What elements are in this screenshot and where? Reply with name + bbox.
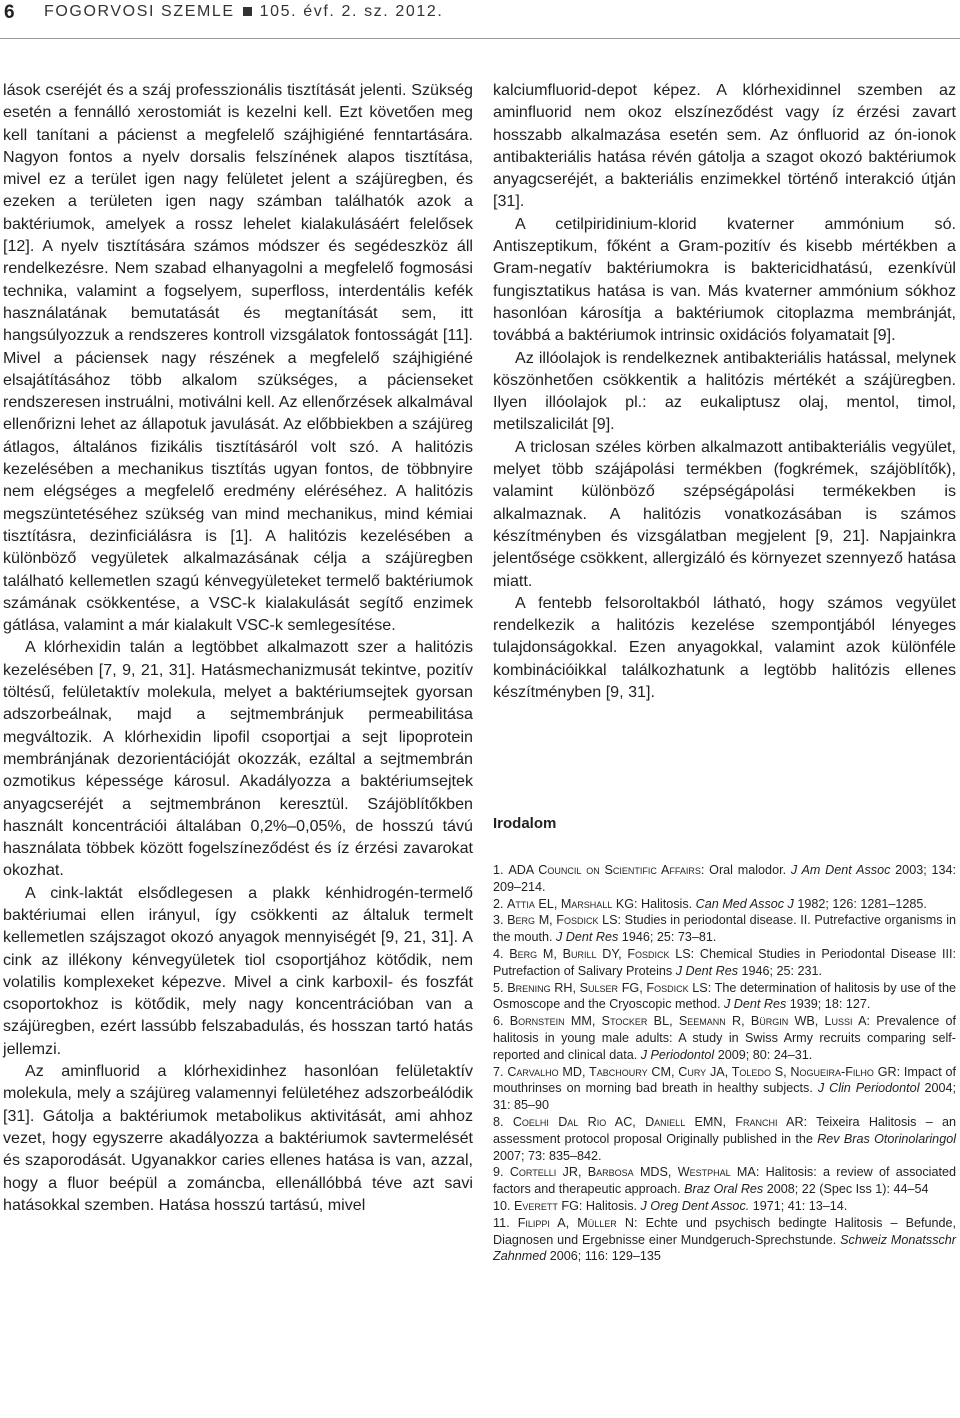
reference-details: 1946; 25: 231. bbox=[738, 963, 823, 978]
reference-journal: Schweiz Monatsschr Zahnmed bbox=[493, 1232, 957, 1264]
reference-authors: Carvalho MD, Tabchoury CM, Cury JA, Toledo S, Nogueira-Filho GR bbox=[507, 1064, 897, 1079]
reference-item bbox=[493, 1164, 956, 1198]
reference-item bbox=[493, 1114, 956, 1164]
reference-authors: Berg M, Burill DY, Fosdick LS bbox=[509, 946, 691, 961]
reference-title: : Studies in periodontal disease. II. Putrefactive organisms in the mouth. bbox=[493, 913, 957, 945]
reference-journal: J Am Dent Assoc bbox=[790, 863, 891, 877]
reference-item bbox=[493, 980, 956, 1014]
reference-item bbox=[493, 1064, 956, 1114]
right-column bbox=[493, 79, 956, 703]
reference-journal: J Clin Periodontol bbox=[817, 1081, 920, 1096]
reference-title: : Halitosis. bbox=[634, 896, 696, 911]
reference-details: 2003; 134: 209–214. bbox=[493, 863, 956, 894]
reference-item bbox=[493, 1198, 956, 1215]
reference-item bbox=[493, 862, 956, 896]
reference-number: 11. bbox=[493, 1215, 510, 1230]
reference-item bbox=[493, 896, 956, 913]
reference-title: : Prevalence of halitosis in young male adults: A study in Swiss Army recruits comparing self-reported and clinical data. bbox=[493, 1014, 956, 1062]
reference-title: : Halitosis. bbox=[578, 1198, 641, 1213]
body-paragraph: A cink-laktát elsődlegesen a plakk kénhidrogén-termelő baktériumai ellen irányul, így csökkenti az általuk termelt kellemetlen szájszagot okozó anyagok mennyiségét [9, 21, 31]. A cink az illékony kénvegyületek tiol csoportjához kötődik, nem volatilis komplexeket képezve. Mivel a cink karboxil- és foszfát csoportokhoz is kötődik, mely nagy koncentrációban van a szájüregben, ezért lassúbb felszabadulás, és hosszan tartó hatás jellemzi. bbox=[3, 883, 473, 1058]
reference-authors: Coelhi Dal Rio AC, Daniell EMN, Franchi AR bbox=[512, 1114, 804, 1129]
reference-number: 5. bbox=[493, 980, 504, 995]
reference-number: 2. bbox=[493, 896, 504, 911]
body-paragraph: A klórhexidin talán a legtöbbet alkalmazott szer a halitózis kezelésében [7, 9, 21, 31]. Hatásmechanizmusát tekintve, pozitív töltésű, felületaktív molekula, melyet a baktériumsejtek gyorsan adszorbeálnak, majd a sejtmembránjuk permeabilitása megváltozik. A klórhexidin lipofil csoportjai a sejt lipoprotein membránjának dezorientációját okozzák, ezáltal a sejtmembrán ozmotikus képessége károsul. Akadályozza a baktériumsejtek anyagcseréjét a sejtmembránon keresztül. Szájöblítőkben használt koncentrációi általában 0,2%–0,05%, de hosszú távú használata többek között fogelszíneződést és íz érzési zavarokat okozhat. bbox=[3, 638, 473, 880]
reference-authors: Filippi A, Müller N bbox=[517, 1215, 634, 1230]
reference-title: : Teixeira Halitosis – an assessment protocol proposal Originally published in the bbox=[493, 1114, 957, 1146]
reference-details: 1946; 25: 73–81. bbox=[618, 930, 717, 945]
reference-details: 2009; 80: 24–31. bbox=[714, 1047, 813, 1062]
reference-title: : The determination of halitosis by use of the Osmoscope and the Cryoscopic method. bbox=[493, 980, 957, 1012]
body-paragraph: A cetilpiridinium-klorid kvaterner ammónium só. Antiszeptikum, főként a Gram-pozitív és kisebb mértékben a Gram-negatív baktériumokra is baktericidhatású, ezenkívül fungisztatikus hatása is van. Más kvaterner ammónium sókhoz hasonlóan károsítja a baktériumok citoplazma membránját, továbbá a baktériumok intrinsic oxidációs folyamatait [9]. bbox=[493, 214, 956, 345]
reference-number: 3. bbox=[493, 913, 504, 928]
reference-journal: Can Med Assoc J bbox=[695, 896, 794, 911]
reference-number: 9. bbox=[493, 1165, 504, 1180]
reference-details: 2006; 116: 129–135 bbox=[546, 1249, 661, 1264]
reference-number: 7. bbox=[493, 1064, 504, 1079]
reference-journal: Rev Bras Otorinolaringol bbox=[817, 1131, 956, 1146]
reference-item bbox=[493, 1013, 956, 1063]
reference-list bbox=[493, 862, 956, 1265]
running-head bbox=[44, 3, 443, 21]
issue-info: 105. évf. 2. sz. 2012. bbox=[259, 3, 444, 20]
reference-number: 8. bbox=[493, 1114, 504, 1129]
reference-authors: ADA Council on Scientific Affairs bbox=[508, 863, 701, 877]
page-number: 6 bbox=[4, 2, 15, 23]
reference-details: 1982; 126: 1281–1285. bbox=[793, 896, 927, 911]
body-paragraph: lások cseréjét és a száj professzionális tisztítását jelenti. Szükség esetén a fennálló xerostomiát is kezelni kell. Ezt követően meg kell tanítani a pácienst a megfelelő szájhigiéné fenntartására. Nagyon fontos a nyelv dorsalis felszínének alapos tisztítása, mivel ez a terület igen nagy felületet jelent a szájüregben, és ezeken a területen igen nagy számban találhatók azok a baktériumok, amelyek a rossz lehelet kialakulásáért felelősek [12]. A nyelv tisztítására számos módszer és segédeszköz áll rendelkezésre. Nem szabad elhanyagolni a megfelelő fogmosási technika, valamint a fogselyem, superfloss, interdentális kefék használatának bemutatását és megtanítását sem, itt hangsúlyozzuk a rendszeres kontroll vizsgálatok fontosságát [11]. Mivel a páciensek nagy részének a megfelelő szájhigiéné elsajátításához több alkalom szükséges, a pácienseket rendszeresen instruálni, motiválni kell. Az ellenőrzések alkalmával ellenőrizni lehet az állapotuk javulását. Az előbbiekben a szájüreg átlagos, általános fizikális tisztításáról volt szó. A halitózis kezelésében a mechanikus tisztítás ugyan fontos, de többnyire nem elégséges a megfelelő eredmény eléréséhez. A halitózis megszüntetéséhez szükség van mind mechanikus, mind kémiai tisztításra, dezinficiálásra is [1]. A halitózis kezelésében a különböző vegyületek alkalmazásának célja a szájüregben található kellemetlen szagú kénvegyületeket termelő baktériumok számának csökkentése, a VSC-k kialakulását segítő enzimek gátlása, valamint a már kialakult VSC-k semlegesítése. bbox=[3, 81, 473, 635]
reference-title: : Echte und psychisch bedingte Halitosis – Befunde, Diagnosen und Ergebnisse einer Mundgeruch-Sprechstunde. bbox=[493, 1215, 956, 1247]
reference-title: : Impact of mouthrinses on morning bad breath in healthy subjects. bbox=[493, 1064, 956, 1096]
reference-authors: Brening RH, Sulser FG, Fosdick LS bbox=[507, 980, 708, 995]
reference-authors: Berg M, Fosdick LS bbox=[507, 913, 618, 928]
reference-item bbox=[493, 1215, 956, 1265]
reference-details: 1971; 41: 13–14. bbox=[749, 1198, 848, 1213]
left-column bbox=[3, 79, 473, 1216]
reference-authors: Everett FG bbox=[514, 1198, 579, 1213]
reference-journal: J Dent Res bbox=[675, 963, 738, 978]
reference-number: 4. bbox=[493, 946, 504, 961]
journal-title: FOGORVOSI SZEMLE bbox=[44, 3, 235, 20]
square-bullet-icon bbox=[243, 7, 252, 16]
reference-details: 2008; 22 (Spec Iss 1): 44–54 bbox=[763, 1182, 929, 1197]
reference-title: : Chemical Studies in Periodontal Disease III: Putrefaction of Salivary Proteins bbox=[493, 946, 957, 978]
reference-journal: J Dent Res bbox=[724, 997, 787, 1012]
reference-authors: Attia EL, Marshall KG bbox=[507, 896, 635, 911]
body-paragraph: kalciumfluorid-depot képez. A klórhexidinnel szemben az aminfluorid nem okoz elszíneződést vagy íz érzési zavart hosszabb alkalmazása esetén sem. Az ónfluorid az ón-ionok antibakteriális hatása révén gátolja a szagot okozó baktériumok anyagcseréjét, a bakteriális enzimekkel történő interakció útján [31]. bbox=[493, 81, 956, 211]
reference-details: 2004; 31: 85–90 bbox=[493, 1081, 956, 1113]
reference-details: 1939; 18: 127. bbox=[786, 997, 871, 1012]
reference-authors: Bornstein MM, Stocker BL, Seemann R, Bürgin WB, Lussi A bbox=[509, 1014, 867, 1029]
reference-item bbox=[493, 946, 956, 980]
reference-number: 6. bbox=[493, 1014, 504, 1029]
page-header bbox=[0, 0, 960, 40]
reference-item bbox=[493, 912, 956, 946]
reference-journal: J Dent Res bbox=[556, 930, 619, 945]
reference-journal: J Periodontol bbox=[640, 1047, 715, 1062]
body-paragraph: A fentebb felsoroltakból látható, hogy számos vegyület rendelkezik a halitózis kezelése szempontjából lényeges tulajdonságokkal. Ezen anyagokkal, valamint azok különféle kombinációikkal találkozhatunk a legtöbb halitózis ellenes készítményben [9, 31]. bbox=[493, 593, 956, 702]
reference-journal: Braz Oral Res bbox=[684, 1182, 764, 1197]
body-paragraph: Az aminfluorid a klórhexidinhez hasonlóan felületaktív molekula, mely a szájüreg valamennyi felületéhez adszorbeálódik [31]. Gátolja a baktériumok metabolikus aktivitását, ami ahhoz vezet, hogy egyszerre akadályozza a baktériumok savtermelését és szaporodását. Ugyanakkor caries ellenes hatása is van, azzal, hogy a fluor beépül a zománcba, ellenállóbbá téve azt savi hatásokkal szemben. Hatása hosszú tartású, mivel bbox=[3, 1062, 473, 1214]
reference-number: 10. bbox=[493, 1198, 511, 1213]
reference-journal: J Oreg Dent Assoc. bbox=[640, 1198, 750, 1213]
reference-number: 1. bbox=[493, 863, 504, 877]
body-paragraph: Az illóolajok is rendelkeznek antibakteriális hatással, melynek köszönhetően csökkentik a halitózis mértékét a szájüregben. Ilyen illóolajok pl.: az eukaliptusz olaj, mentol, timol, metilszalicilát [9]. bbox=[493, 348, 956, 434]
reference-details: 2007; 73: 835–842. bbox=[493, 1148, 602, 1163]
reference-title: : Halitosis: a review of associated factors and therapeutic approach. bbox=[493, 1165, 956, 1197]
reference-authors: Cortelli JR, Barbosa MDS, Westphal MA bbox=[509, 1165, 756, 1180]
references-heading: Irodalom bbox=[493, 815, 557, 832]
reference-title: : Oral malodor. bbox=[700, 863, 791, 877]
header-rule bbox=[0, 38, 960, 39]
body-paragraph: A triclosan széles körben alkalmazott antibakteriális vegyület, melyet több szájápolási termékben (fogkrémek, szájöblítők), valamint különböző szépségápolási termékekben is alkalmaznak. A halitózis vonatkozásában is számos készítményben és vizsgálatban megjelent [9, 21]. Napjainkra jelentősége csökkent, allergizáló és környezet szennyező hatása miatt. bbox=[493, 437, 956, 590]
